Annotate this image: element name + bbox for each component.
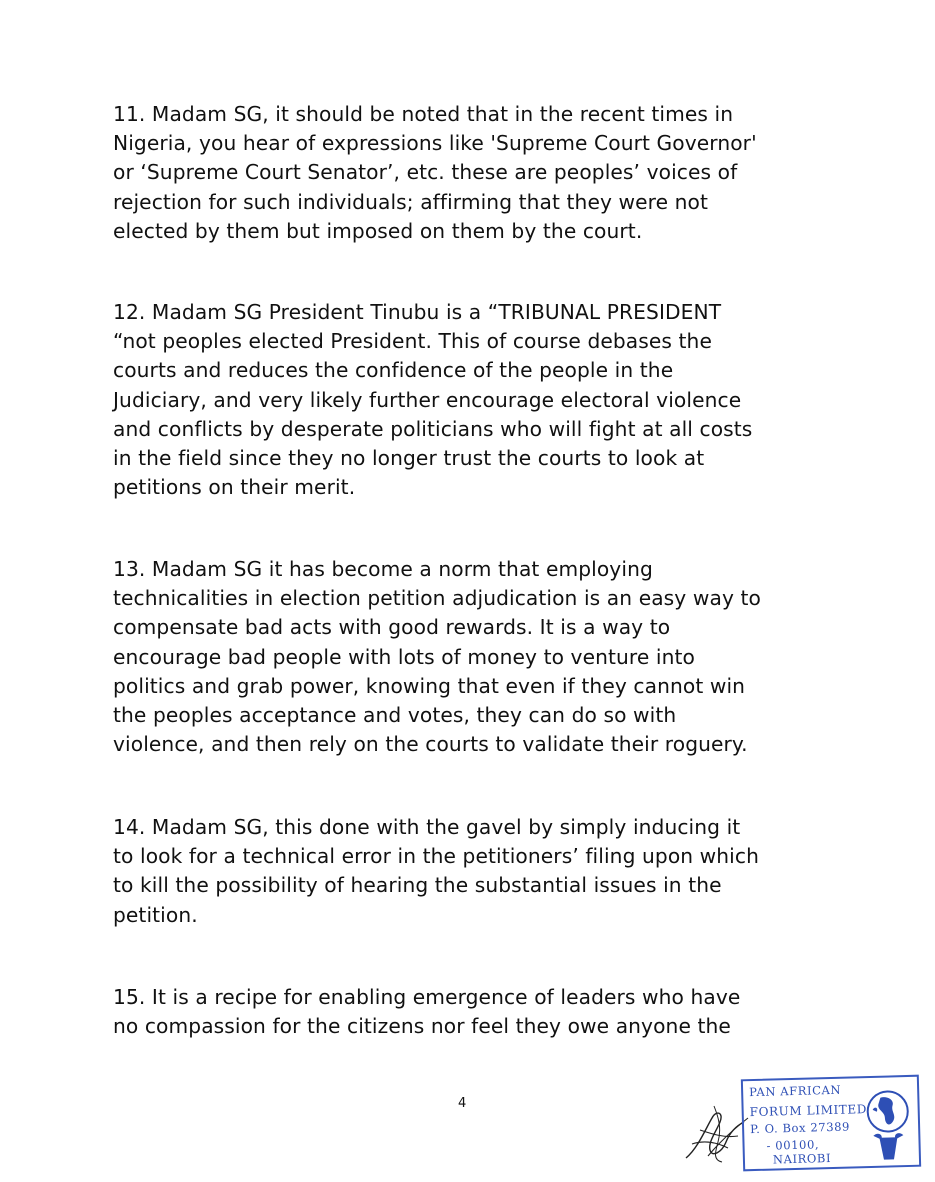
stamp-line-5: NAIROBI [772,1151,832,1167]
page-number: 4 [458,1096,467,1111]
stamp-line-3: P. O. Box 27389 [749,1119,851,1137]
stamp-line-1: PAN AFRICAN [748,1082,842,1100]
paragraph-15: 15. It is a recipe for enabling emergence of leaders who have no compassion for the citizens nor feel they owe anyone the [113,985,741,1039]
paragraph-12: 12. Madam SG President Tinubu is a “TRIBUNAL PRESIDENT “not peoples elected President. This of course debases the courts and reduces the confidence of the people in the Judiciary, and very likely further encourage electoral violence and conflicts by desperate politicians who will fight at all costs in the field since they no longer trust the courts to look at petitions on their merit. [113,300,753,500]
stamp-line-4: - 00100, [766,1137,820,1153]
paragraph-13: 13. Madam SG it has become a norm that employing technicalities in election petition adjudication is an easy way to compensate bad acts with good rewards. It is a way to encourage bad people with lots of money to venture into politics and grab power, knowing that even if they cannot win the peoples acceptance and votes, they can do so with violence, and then rely on the courts to validate their roguery. [113,557,761,757]
paragraph-14: 14. Madam SG, this done with the gavel by simply inducing it to look for a technical error in the petitioners’ filing upon which to kill the possibility of hearing the substantial issues in the petition. [113,815,759,927]
globe-emblem-icon [862,1085,914,1164]
stamp-line-2: FORUM LIMITED [749,1102,868,1120]
paragraph-11: 11. Madam SG, it should be noted that in the recent times in Nigeria, you hear of expressions like 'Supreme Court Governor' or ‘Supreme Court Senator’, etc. these are peoples’ voices of rejection for such individuals; affirming that they were not elected by them but imposed on them by the court. [113,102,757,243]
company-stamp [741,1075,921,1172]
